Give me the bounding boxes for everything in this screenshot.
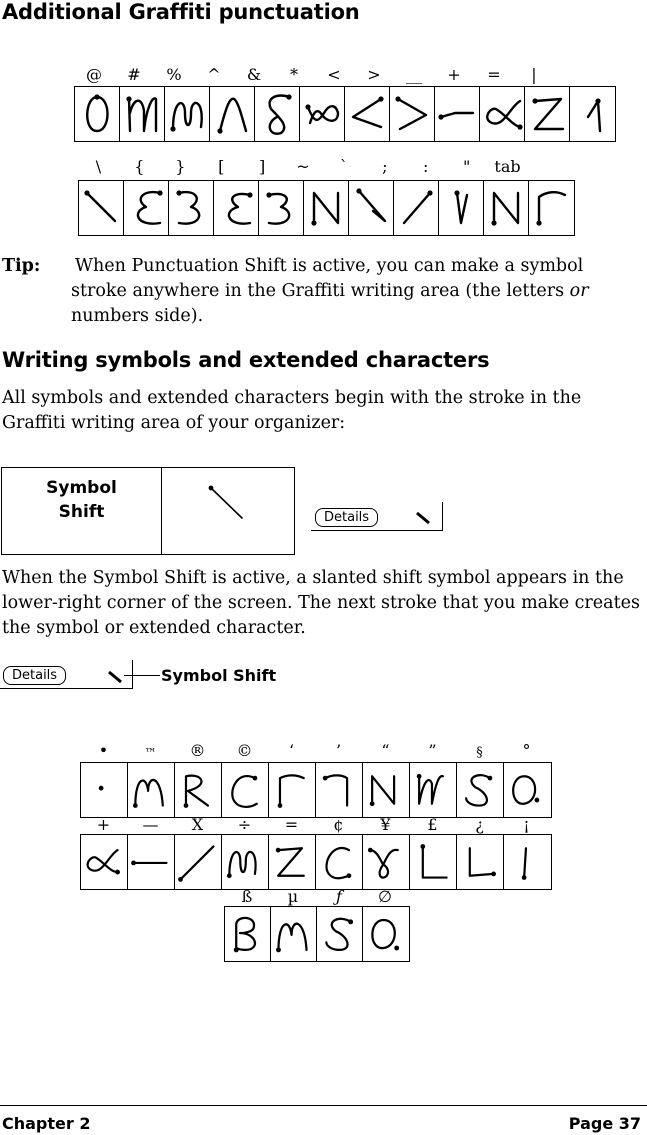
stroke-colon xyxy=(439,181,484,235)
stroke-at xyxy=(75,87,120,141)
stroke-equals xyxy=(525,87,570,141)
ext-label: © xyxy=(236,741,253,760)
stroke-percent xyxy=(165,87,210,141)
punct-label: ] xyxy=(258,157,266,176)
ext-label: ß xyxy=(241,887,253,906)
punct-label: ; xyxy=(382,157,388,176)
stroke-left-double-quote xyxy=(363,763,410,817)
ext-row3-labels xyxy=(224,884,408,906)
footer-page: Page 37 xyxy=(568,1114,641,1133)
stroke-hash xyxy=(120,87,165,141)
tip-label: Tip: xyxy=(2,256,41,276)
stroke-empty-set xyxy=(363,907,409,961)
screen-bar-example xyxy=(311,502,443,531)
ext-label: = xyxy=(284,815,299,834)
section-heading-punctuation: Additional Graffiti punctuation xyxy=(2,0,360,24)
punct-label: @ xyxy=(86,65,102,84)
stroke-left-brace xyxy=(124,181,169,235)
punct-label: > xyxy=(367,65,381,84)
ext-strokes-row3 xyxy=(224,906,410,962)
symbol-shift-label-line1: Symbol xyxy=(46,478,117,498)
ext-label: ÷ xyxy=(237,815,252,834)
ext-label: “ xyxy=(381,741,390,760)
ext-row1-labels xyxy=(80,738,550,760)
stroke-right-single-quote xyxy=(316,763,363,817)
punct-label: < xyxy=(327,65,341,84)
tip-text xyxy=(71,254,631,329)
punct-label: { xyxy=(134,157,145,176)
stroke-inverted-question xyxy=(457,835,504,889)
stroke-inverted-exclamation xyxy=(504,835,551,889)
punct-label: & xyxy=(246,65,262,84)
punct-label: } xyxy=(175,157,186,176)
callout-label: Symbol Shift xyxy=(161,666,277,685)
stroke-underscore xyxy=(435,87,480,141)
symbol-shift-stroke xyxy=(162,468,292,554)
ext-label: µ xyxy=(287,887,299,906)
stroke-right-bracket xyxy=(259,181,304,235)
stroke-asterisk xyxy=(300,87,345,141)
screen-bar-callout xyxy=(0,660,133,689)
ext-label: — xyxy=(142,815,159,834)
ext-label: ¢ xyxy=(333,815,344,834)
symbol-shift-stroke-cell xyxy=(162,468,294,554)
ext-label: ¥ xyxy=(380,815,391,834)
punct-label: [ xyxy=(218,157,225,176)
ext-label: ° xyxy=(522,741,531,760)
stroke-caret xyxy=(210,87,255,141)
stroke-florin xyxy=(317,907,363,961)
stroke-tilde xyxy=(304,181,349,235)
punct-label: # xyxy=(127,65,141,84)
stroke-greater-than xyxy=(390,87,435,141)
shift-indicator-icon-2 xyxy=(106,669,126,685)
punct-label: " xyxy=(462,157,471,176)
ext-label: ¿ xyxy=(475,815,484,834)
stroke-divide xyxy=(222,835,269,889)
punct-label: : xyxy=(423,157,429,176)
punctuation-row1-labels xyxy=(74,64,554,84)
stroke-cent xyxy=(316,835,363,889)
tip-text-after: numbers side). xyxy=(71,306,204,326)
ext-label: X xyxy=(191,815,204,834)
symbol-shift-label-line2: Shift xyxy=(58,502,105,522)
paragraph-intro: All symbols and extended characters begin with the stroke in the Graffiti writing area of your organizer: xyxy=(2,388,582,433)
stroke-right-brace xyxy=(169,181,214,235)
stroke-micro xyxy=(271,907,317,961)
ext-label: ® xyxy=(189,741,206,760)
punct-label: ^ xyxy=(207,65,221,84)
stroke-ext-plus xyxy=(81,835,128,889)
stroke-sharp-s xyxy=(225,907,271,961)
tip-emphasis: or xyxy=(569,281,589,301)
stroke-trademark xyxy=(128,763,175,817)
footer-rule xyxy=(0,1105,647,1106)
ext-label: ƒ xyxy=(336,887,342,906)
punct-label: = xyxy=(487,65,501,84)
punct-label: tab xyxy=(494,157,521,176)
ext-label: ‘ xyxy=(288,741,295,760)
ext-row2-labels xyxy=(80,812,550,834)
stroke-em-dash xyxy=(128,835,175,889)
stroke-grave xyxy=(349,181,394,235)
ext-label: § xyxy=(476,745,483,760)
punct-label: __ xyxy=(406,65,422,84)
stroke-plus xyxy=(480,87,525,141)
stroke-less-than xyxy=(345,87,390,141)
stroke-semicolon xyxy=(394,181,439,235)
stroke-left-bracket xyxy=(214,181,259,235)
ext-label: + xyxy=(96,815,111,834)
punct-label: \ xyxy=(95,157,102,176)
punctuation-strokes-row1 xyxy=(74,86,616,142)
stroke-pipe xyxy=(570,87,615,141)
footer-chapter: Chapter 2 xyxy=(2,1114,91,1133)
ext-label: ∅ xyxy=(378,887,392,906)
stroke-registered xyxy=(175,763,222,817)
stroke-backslash xyxy=(79,181,124,235)
punct-label: * xyxy=(290,65,298,84)
callout-line xyxy=(124,675,160,676)
section-heading-symbols: Writing symbols and extended characters xyxy=(2,348,490,372)
punct-label: ~ xyxy=(296,157,310,176)
symbol-shift-label-cell xyxy=(2,468,162,554)
stroke-multiply xyxy=(175,835,222,889)
ext-strokes-row2 xyxy=(80,834,552,890)
ext-label: ” xyxy=(428,741,437,760)
details-button-2[interactable]: Details xyxy=(3,666,66,685)
punct-label: | xyxy=(531,65,537,84)
paragraph-shift-active: When the Symbol Shift is active, a slanted shift symbol appears in the lower-right corner of the screen. The next stroke that you make creates the symbol or extended character. xyxy=(2,568,640,638)
tip-text-before: When Punctuation Shift is active, you can make a symbol stroke anywhere in the Graffiti writing area (the letters xyxy=(71,256,584,301)
ext-label: ¡ xyxy=(523,815,530,834)
punct-label: + xyxy=(447,65,461,84)
ext-label: ™ xyxy=(144,746,157,760)
stroke-degree xyxy=(504,763,551,817)
stroke-quote xyxy=(484,181,529,235)
ext-label: £ xyxy=(427,815,438,834)
stroke-pound xyxy=(410,835,457,889)
ext-strokes-row1 xyxy=(80,762,552,818)
stroke-ext-equals xyxy=(269,835,316,889)
stroke-bullet xyxy=(81,763,128,817)
stroke-right-double-quote xyxy=(410,763,457,817)
ext-label: • xyxy=(98,741,109,760)
stroke-tab xyxy=(529,181,574,235)
shift-indicator-icon xyxy=(414,510,434,526)
punct-label: ` xyxy=(339,157,348,176)
stroke-copyright xyxy=(222,763,269,817)
stroke-left-single-quote xyxy=(269,763,316,817)
stroke-ampersand xyxy=(255,87,300,141)
punctuation-row2-labels xyxy=(78,156,528,176)
punctuation-strokes-row2 xyxy=(78,180,575,236)
symbol-shift-table xyxy=(1,467,295,555)
stroke-yen xyxy=(363,835,410,889)
stroke-section xyxy=(457,763,504,817)
punct-label: % xyxy=(166,65,182,84)
ext-label: ’ xyxy=(335,741,342,760)
details-button[interactable]: Details xyxy=(315,508,378,527)
